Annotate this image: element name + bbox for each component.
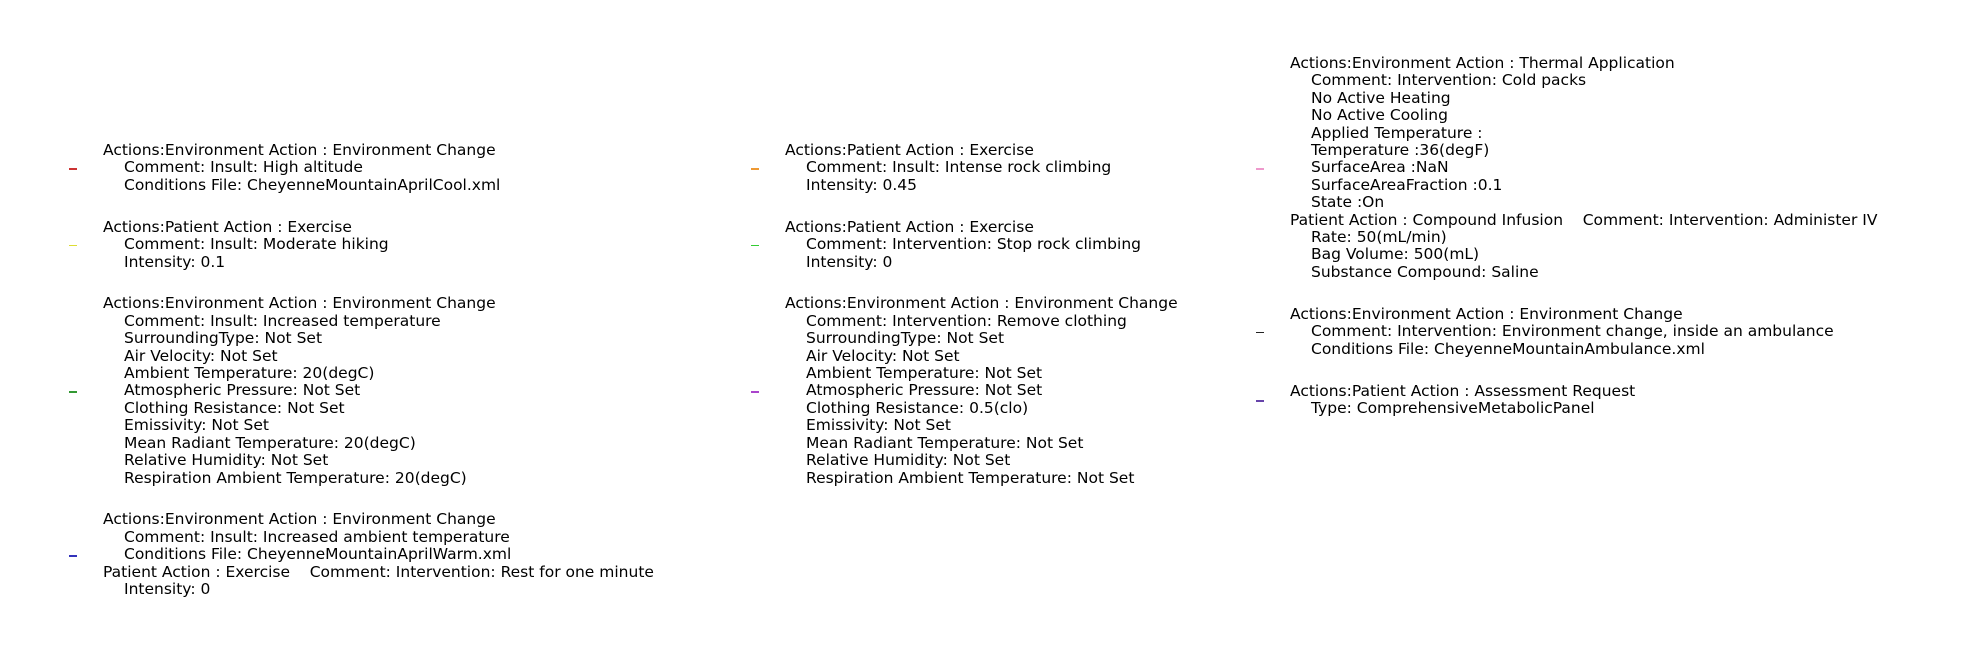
legend-column-2 <box>785 142 1178 487</box>
legend-text-line: Patient Action : Exercise Comment: Intervention: Rest for one minute <box>103 562 654 581</box>
legend-entry <box>1290 383 1877 418</box>
legend-text-line: Conditions File: CheyenneMountainAprilCool.xml <box>124 175 501 194</box>
legend-text-line: Comment: Insult: Increased ambient temperature <box>124 527 510 546</box>
legend-entry <box>103 511 654 598</box>
legend-column-3 <box>1290 55 1877 417</box>
legend-entry <box>103 219 654 271</box>
legend-text-line: Conditions File: CheyenneMountainAprilWarm.xml <box>124 545 512 564</box>
legend-entry <box>785 142 1178 194</box>
legend-text-line: SurroundingType: Not Set <box>806 329 1005 348</box>
legend-text-line: Applied Temperature : <box>1311 123 1483 142</box>
legend-text-line: Respiration Ambient Temperature: 20(degC) <box>124 468 467 487</box>
legend-swatch <box>1256 332 1264 334</box>
legend-text-line: Intensity: 0 <box>124 580 211 599</box>
legend-text-line: Actions:Patient Action : Exercise <box>103 217 352 236</box>
legend-swatch <box>69 555 77 557</box>
legend-swatch <box>1256 400 1264 402</box>
legend-text-line: Intensity: 0.1 <box>124 252 226 271</box>
legend-swatch <box>69 168 77 170</box>
legend-text-line: Rate: 50(mL/min) <box>1311 228 1447 247</box>
legend-text-line: Ambient Temperature: Not Set <box>806 364 1043 383</box>
legend-text-line: Comment: Insult: Increased temperature <box>124 311 441 330</box>
legend-swatch <box>69 245 77 247</box>
legend-text-line: Temperature :36(degF) <box>1311 141 1490 160</box>
legend-entry <box>103 142 654 194</box>
legend-text-line: Actions:Environment Action : Thermal Application <box>1290 54 1675 72</box>
legend-text-line: Actions:Patient Action : Assessment Request <box>1290 381 1636 400</box>
legend-text-line: Atmospheric Pressure: Not Set <box>806 381 1043 400</box>
legend-text-line: Conditions File: CheyenneMountainAmbulance.xml <box>1311 339 1705 358</box>
legend-swatch <box>751 168 759 170</box>
legend-text-line: Respiration Ambient Temperature: Not Set <box>806 468 1135 487</box>
legend-text-line: Actions:Environment Action : Environment Change <box>103 141 496 159</box>
legend-text-line: Intensity: 0.45 <box>806 175 917 194</box>
legend-entry <box>103 295 654 486</box>
legend-text-line: No Active Cooling <box>1311 106 1448 125</box>
legend-text-line: Comment: Insult: Intense rock climbing <box>806 158 1112 177</box>
legend-entry <box>1290 306 1877 358</box>
legend-text-line: Relative Humidity: Not Set <box>806 451 1011 470</box>
legend-text-line: Mean Radiant Temperature: 20(degC) <box>124 433 416 452</box>
legend-text-line: Bag Volume: 500(mL) <box>1311 245 1480 264</box>
legend-swatch <box>1256 168 1264 170</box>
legend-swatch <box>751 245 759 247</box>
legend-text-line: Actions:Patient Action : Exercise <box>785 141 1034 159</box>
legend-text-line: Comment: Intervention: Stop rock climbing <box>806 235 1141 254</box>
legend-entry <box>785 295 1178 486</box>
legend-text-line: Patient Action : Compound Infusion Comment: Intervention: Administer IV <box>1290 210 1878 229</box>
legend-text-line: Actions:Environment Action : Environment Change <box>103 294 496 313</box>
legend-text-line: Air Velocity: Not Set <box>124 346 278 365</box>
legend-text-line: Clothing Resistance: Not Set <box>124 398 345 417</box>
legend-entry <box>1290 55 1877 281</box>
legend-entry <box>785 219 1178 271</box>
legend-text-line: Relative Humidity: Not Set <box>124 451 329 470</box>
legend-text-line: SurfaceAreaFraction :0.1 <box>1311 175 1503 194</box>
legend-text-line: Actions:Patient Action : Exercise <box>785 217 1034 236</box>
legend-text-line: Atmospheric Pressure: Not Set <box>124 381 361 400</box>
legend-swatch <box>751 391 759 393</box>
legend-text-line: Comment: Intervention: Environment change, inside an ambulance <box>1311 322 1834 341</box>
legend-text-line: SurroundingType: Not Set <box>124 329 323 348</box>
legend-text-line: Ambient Temperature: 20(degC) <box>124 364 375 383</box>
legend-text-line: Actions:Environment Action : Environment Change <box>785 294 1178 313</box>
legend-text-line: Actions:Environment Action : Environment Change <box>1290 304 1683 323</box>
legend-text-line: Comment: Insult: High altitude <box>124 158 363 177</box>
legend-text-line: Emissivity: Not Set <box>806 416 951 435</box>
legend-text-line: Clothing Resistance: 0.5(clo) <box>806 398 1029 417</box>
legend-text-line: Intensity: 0 <box>806 252 893 271</box>
legend-text-line: Mean Radiant Temperature: Not Set <box>806 433 1084 452</box>
legend-swatch <box>69 391 77 393</box>
legend-text-line: State :On <box>1311 193 1385 212</box>
legend-text-line: SurfaceArea :NaN <box>1311 158 1449 177</box>
legend-text-line: Emissivity: Not Set <box>124 416 269 435</box>
legend-text-line: Actions:Environment Action : Environment Change <box>103 510 496 529</box>
legend-text-line: No Active Heating <box>1311 88 1451 107</box>
legend-text-line: Comment: Intervention: Cold packs <box>1311 71 1587 90</box>
legend-text-line: Air Velocity: Not Set <box>806 346 960 365</box>
legend-text-line: Comment: Intervention: Remove clothing <box>806 311 1127 330</box>
legend-column-1 <box>103 142 654 598</box>
legend-text-line: Type: ComprehensiveMetabolicPanel <box>1311 398 1595 417</box>
legend-text-line: Substance Compound: Saline <box>1311 262 1539 281</box>
legend-text-line: Comment: Insult: Moderate hiking <box>124 235 389 254</box>
